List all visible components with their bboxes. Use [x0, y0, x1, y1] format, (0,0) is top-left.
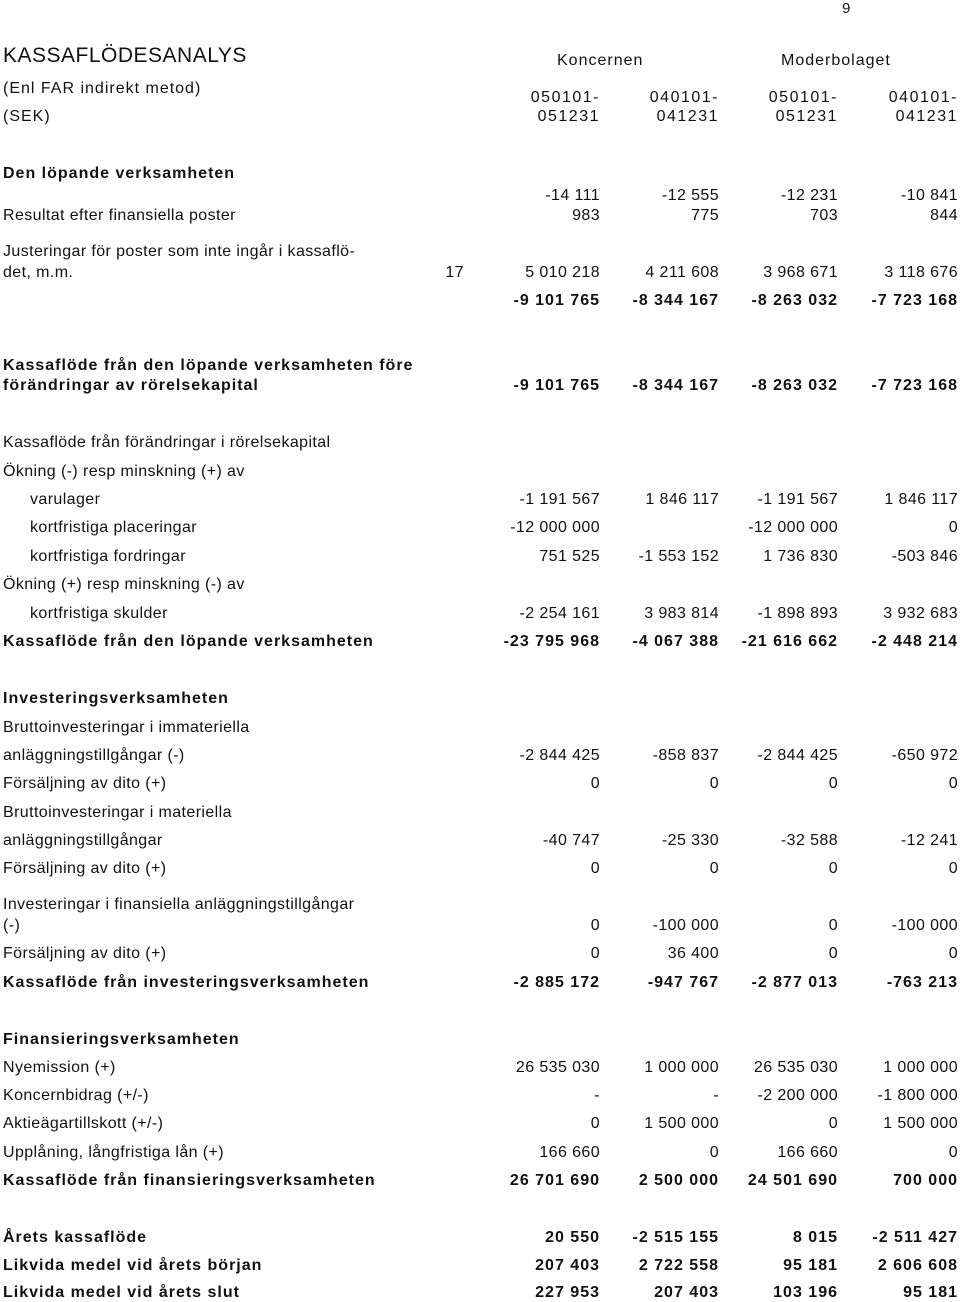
value-cell: 95 181 — [783, 1257, 838, 1274]
row-label: Nyemission (+) — [3, 1059, 116, 1076]
row-label: förändringar av rörelsekapital — [3, 377, 259, 394]
value-cell: -503 846 — [891, 548, 958, 565]
row-label: kortfristiga skulder — [30, 605, 168, 622]
value-cell: -12 000 000 — [510, 519, 600, 536]
row-label: Ökning (+) resp minskning (-) av — [3, 576, 245, 593]
value-cell: -763 213 — [886, 974, 958, 991]
row-label: Kassaflöde från investeringsverksamheten — [3, 974, 370, 991]
value-cell: 1 846 117 — [884, 491, 958, 508]
value-cell: 1 500 000 — [644, 1115, 719, 1132]
value-cell: 5 010 218 — [525, 264, 600, 281]
value-cell: -1 898 893 — [757, 605, 838, 622]
note-reference: 17 — [445, 264, 464, 281]
value-cell: 703 — [810, 207, 838, 224]
row-label: (-) — [3, 917, 21, 934]
row-label: Försäljning av dito (+) — [3, 945, 167, 962]
group-header-koncernen: Koncernen — [557, 52, 644, 69]
value-cell: 227 953 — [535, 1284, 600, 1301]
row-label: Resultat efter finansiella poster — [3, 207, 236, 224]
row-label: Ökning (-) resp minskning (+) av — [3, 463, 245, 480]
value-cell: -14 111 — [545, 187, 600, 204]
page-title: KASSAFLÖDESANALYS — [3, 44, 247, 67]
value-cell: -2 254 161 — [519, 605, 600, 622]
row-label: Finansieringsverksamheten — [3, 1031, 240, 1048]
value-cell: 1 500 000 — [883, 1115, 958, 1132]
period-header-4-end: 041231 — [895, 108, 958, 125]
row-label: Justeringar för poster som inte ingår i kassaflö- — [3, 243, 356, 260]
period-header-2-end: 041231 — [656, 108, 719, 125]
value-cell: 0 — [590, 775, 600, 792]
value-cell: 0 — [709, 775, 719, 792]
group-header-moderbolaget: Moderbolaget — [781, 52, 891, 69]
value-cell: -40 747 — [542, 832, 600, 849]
value-cell: 0 — [590, 917, 600, 934]
value-cell: 0 — [828, 1115, 838, 1132]
value-cell: 0 — [590, 860, 600, 877]
value-cell: -2 885 172 — [513, 974, 600, 991]
row-label: Kassaflöde från finansieringsverksamheten — [3, 1172, 376, 1189]
value-cell: 8 015 — [792, 1229, 838, 1246]
period-header-3-start: 050101- — [768, 89, 838, 106]
value-cell: 103 196 — [773, 1284, 838, 1301]
value-cell: 0 — [709, 860, 719, 877]
value-cell: -2 511 427 — [872, 1229, 958, 1246]
value-cell: -1 800 000 — [877, 1087, 958, 1104]
row-label: Den löpande verksamheten — [3, 165, 236, 182]
value-cell: 3 932 683 — [883, 605, 958, 622]
value-cell: 24 501 690 — [747, 1172, 838, 1189]
row-label: Kassaflöde från den löpande verksamheten — [3, 633, 374, 650]
value-cell: -9 101 765 — [513, 292, 600, 309]
period-header-1-end: 051231 — [537, 108, 600, 125]
value-cell: 20 550 — [545, 1229, 600, 1246]
value-cell: 0 — [828, 945, 838, 962]
value-cell: -7 723 168 — [871, 377, 958, 394]
value-cell: -12 231 — [780, 187, 838, 204]
value-cell: 0 — [948, 519, 958, 536]
value-cell: 166 660 — [539, 1144, 600, 1161]
value-cell: -100 000 — [652, 917, 719, 934]
row-label: kortfristiga fordringar — [30, 548, 186, 565]
value-cell: 26 535 030 — [753, 1059, 838, 1076]
row-label: det, m.m. — [3, 264, 74, 281]
value-cell: 26 535 030 — [515, 1059, 600, 1076]
value-cell: -2 877 013 — [751, 974, 838, 991]
row-label: varulager — [30, 491, 101, 508]
row-label: Bruttoinvesteringar i immateriella — [3, 719, 250, 736]
value-cell: -2 844 425 — [519, 747, 600, 764]
value-cell: -9 101 765 — [513, 377, 600, 394]
value-cell: 0 — [709, 1144, 719, 1161]
value-cell: 1 846 117 — [645, 491, 719, 508]
value-cell: -8 263 032 — [751, 292, 838, 309]
value-cell: 36 400 — [667, 945, 719, 962]
row-label: anläggningstillgångar (-) — [3, 747, 185, 764]
row-label: Koncernbidrag (+/-) — [3, 1087, 149, 1104]
value-cell: 3 983 814 — [644, 605, 719, 622]
row-label: Bruttoinvesteringar i materiella — [3, 804, 232, 821]
row-label: Investeringar i finansiella anläggningstillgångar — [3, 896, 355, 913]
period-header-4-start: 040101- — [888, 89, 958, 106]
value-cell: -12 000 000 — [748, 519, 838, 536]
value-cell: 0 — [828, 917, 838, 934]
value-cell: -12 241 — [900, 832, 958, 849]
value-cell: -858 837 — [652, 747, 719, 764]
row-label: Försäljning av dito (+) — [3, 860, 167, 877]
value-cell: 1 736 830 — [763, 548, 838, 565]
row-label: Aktieägartillskott (+/-) — [3, 1115, 164, 1132]
value-cell: - — [713, 1087, 719, 1104]
value-cell: 775 — [691, 207, 719, 224]
row-label: Försäljning av dito (+) — [3, 775, 167, 792]
row-label: anläggningstillgångar — [3, 832, 163, 849]
value-cell: 2 500 000 — [638, 1172, 719, 1189]
value-cell: -8 263 032 — [751, 377, 838, 394]
row-label: Kassaflöde från förändringar i rörelsekapital — [3, 434, 331, 451]
value-cell: 95 181 — [903, 1284, 958, 1301]
value-cell: 3 118 676 — [884, 264, 958, 281]
value-cell: 2 606 608 — [877, 1257, 958, 1274]
value-cell: 0 — [590, 1115, 600, 1132]
value-cell: -100 000 — [891, 917, 958, 934]
value-cell: -7 723 168 — [871, 292, 958, 309]
value-cell: -2 200 000 — [757, 1087, 838, 1104]
row-label: Likvida medel vid årets början — [3, 1257, 263, 1274]
value-cell: 0 — [828, 860, 838, 877]
value-cell: -2 448 214 — [871, 633, 958, 650]
value-cell: 26 701 690 — [509, 1172, 600, 1189]
value-cell: -32 588 — [780, 832, 838, 849]
value-cell: -21 616 662 — [741, 633, 838, 650]
value-cell: 3 968 671 — [763, 264, 838, 281]
period-header-2-start: 040101- — [649, 89, 719, 106]
value-cell: 0 — [828, 775, 838, 792]
period-header-1-start: 050101- — [530, 89, 600, 106]
value-cell: 0 — [590, 945, 600, 962]
value-cell: 166 660 — [777, 1144, 838, 1161]
value-cell: 0 — [948, 945, 958, 962]
value-cell: 751 525 — [539, 548, 600, 565]
value-cell: -947 767 — [647, 974, 719, 991]
period-header-3-end: 051231 — [775, 108, 838, 125]
value-cell: 700 000 — [893, 1172, 958, 1189]
value-cell: -25 330 — [661, 832, 719, 849]
value-cell: 983 — [572, 207, 600, 224]
value-cell: -1 191 567 — [519, 491, 600, 508]
value-cell: -2 844 425 — [757, 747, 838, 764]
value-cell: 4 211 608 — [645, 264, 719, 281]
value-cell: 844 — [930, 207, 958, 224]
value-cell: -23 795 968 — [503, 633, 600, 650]
page-number: 9 — [842, 0, 851, 17]
value-cell: -4 067 388 — [632, 633, 719, 650]
value-cell: 1 000 000 — [644, 1059, 719, 1076]
value-cell: - — [594, 1087, 600, 1104]
value-cell: 0 — [948, 1144, 958, 1161]
method-note: (Enl FAR indirekt metod) — [3, 80, 202, 97]
value-cell: 0 — [948, 860, 958, 877]
value-cell: -1 191 567 — [757, 491, 838, 508]
value-cell: 1 000 000 — [883, 1059, 958, 1076]
value-cell: -10 841 — [900, 187, 958, 204]
value-cell: -650 972 — [891, 747, 958, 764]
row-label: Likvida medel vid årets slut — [3, 1284, 240, 1301]
row-label: Årets kassaflöde — [3, 1229, 148, 1246]
row-label: Upplåning, långfristiga lån (+) — [3, 1144, 224, 1161]
value-cell: -2 515 155 — [632, 1229, 719, 1246]
row-label: kortfristiga placeringar — [30, 519, 197, 536]
value-cell: 207 403 — [654, 1284, 719, 1301]
row-label: Kassaflöde från den löpande verksamheten före — [3, 357, 414, 374]
value-cell: 2 722 558 — [638, 1257, 719, 1274]
value-cell: -1 553 152 — [638, 548, 719, 565]
value-cell: -8 344 167 — [632, 292, 719, 309]
value-cell: -12 555 — [661, 187, 719, 204]
row-label: Investeringsverksamheten — [3, 690, 229, 707]
value-cell: -8 344 167 — [632, 377, 719, 394]
value-cell: 207 403 — [535, 1257, 600, 1274]
currency-note: (SEK) — [3, 108, 51, 125]
value-cell: 0 — [948, 775, 958, 792]
